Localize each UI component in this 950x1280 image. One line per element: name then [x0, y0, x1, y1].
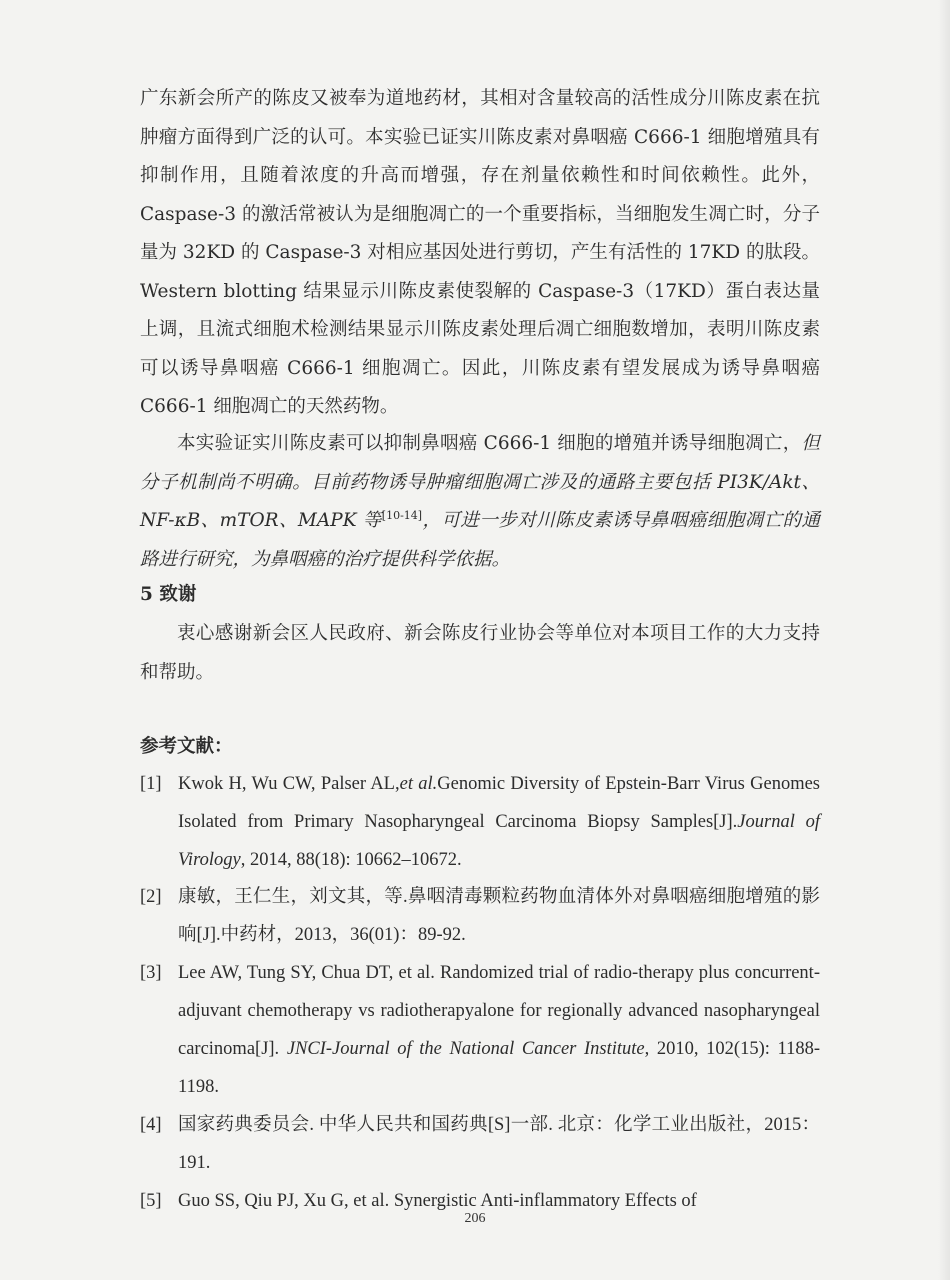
reference-et-al: et al.	[399, 774, 438, 794]
conclusion-text-part3: ，可进一步对川陈皮素诱导鼻咽癌细胞凋亡的通路进行研究，为鼻咽癌的治疗提供科学依据。	[140, 510, 820, 570]
acknowledgement-heading: 5 致谢	[140, 584, 197, 605]
reference-number: [2]	[140, 887, 162, 907]
acknowledgement-paragraph: 衷心感谢新会区人民政府、新会陈皮行业协会等单位对本项目工作的大力支持和帮助。	[140, 623, 820, 683]
reference-journal: JNCI-Journal of the National Cancer Institute	[286, 1039, 645, 1059]
reference-details: , 2014, 88(18): 10662–10672.	[240, 850, 462, 870]
reference-authors-title: Lee AW, Tung SY, Chua DT, et al. Randomized trial of radio-therapy plus concurrent-adjuvant chemotherapy vs radiotherapyalone for regionally advanced nasopharyngeal carcinoma[J].	[178, 963, 820, 1059]
reference-number: [4]	[140, 1115, 162, 1135]
page-number: 206	[464, 1211, 486, 1226]
reference-text	[178, 765, 820, 879]
reference-number: [3]	[140, 963, 162, 983]
conclusion-text-part1: 本实验证实川陈皮素可以抑制鼻咽癌 C666-1 细胞的增殖并诱导细胞凋亡，	[177, 433, 802, 454]
reference-details: , 2010, 102(15): 1188-1198.	[178, 1039, 820, 1097]
citation-superscript: [10-14]	[381, 508, 423, 522]
reference-text: Guo SS, Qiu PJ, Xu G, et al. Synergistic Anti-inflammatory Effects of	[178, 1191, 697, 1211]
reference-item	[140, 954, 820, 1106]
reference-item	[140, 765, 820, 879]
discussion-paragraph: 广东新会所产的陈皮又被奉为道地药材，其相对含量较高的活性成分川陈皮素在抗肿瘤方面得到广泛的认可。本实验已证实川陈皮素对鼻咽癌 C666-1 细胞增殖具有抑制作用，且随着浓度的升高而增强，存在剂量依赖性和时间依赖性。此外，Caspase-3 的激活常被认为是细胞凋亡的一个重要指标，当细胞发生凋亡时，分子量为 32KD 的 Caspase-3 对相应基因处进行剪切，产生有活性的 17KD 的肽段。Western blotting 结果显示川陈皮素使裂解的 Caspase-3（17KD）蛋白表达量上调，且流式细胞术检测结果显示川陈皮素处理后凋亡细胞数增加，表明川陈皮素可以诱导鼻咽癌 C666-1 细胞凋亡。因此，川陈皮素有望发展成为诱导鼻咽癌 C666-1 细胞凋亡的天然药物。	[140, 88, 820, 417]
reference-journal: Journal of Virology	[178, 812, 820, 870]
scan-edge-shadow	[938, 0, 950, 1280]
reference-title: Genomic Diversity of Epstein-Barr Virus Genomes Isolated from Primary Nasopharyngeal Carcinoma Biopsy Samples[J].	[178, 774, 820, 832]
conclusion-text-part2: 但分子机制尚不明确。目前药物诱导肿瘤细胞凋亡涉及的通路主要包括 PI3K/Akt、NF-κB、mTOR、MAPK 等	[140, 433, 820, 531]
references-heading: 参考文献：	[140, 736, 233, 757]
reference-number: [1]	[140, 774, 162, 794]
reference-item	[140, 1106, 820, 1182]
reference-number: [5]	[140, 1191, 162, 1211]
reference-authors: Kwok H, Wu CW, Palser AL,	[178, 774, 400, 794]
reference-item	[140, 878, 820, 954]
reference-text	[178, 954, 820, 1106]
conclusion-paragraph	[140, 425, 820, 579]
reference-text: 国家药典委员会. 中华人民共和国药典[S]一部. 北京：化学工业出版社，2015：191.	[178, 1115, 820, 1173]
reference-text: 康敏，王仁生，刘文其，等.鼻咽清毒颗粒药物血清体外对鼻咽癌细胞增殖的影响[J].中药材，2013，36(01)：89-92.	[178, 887, 820, 945]
